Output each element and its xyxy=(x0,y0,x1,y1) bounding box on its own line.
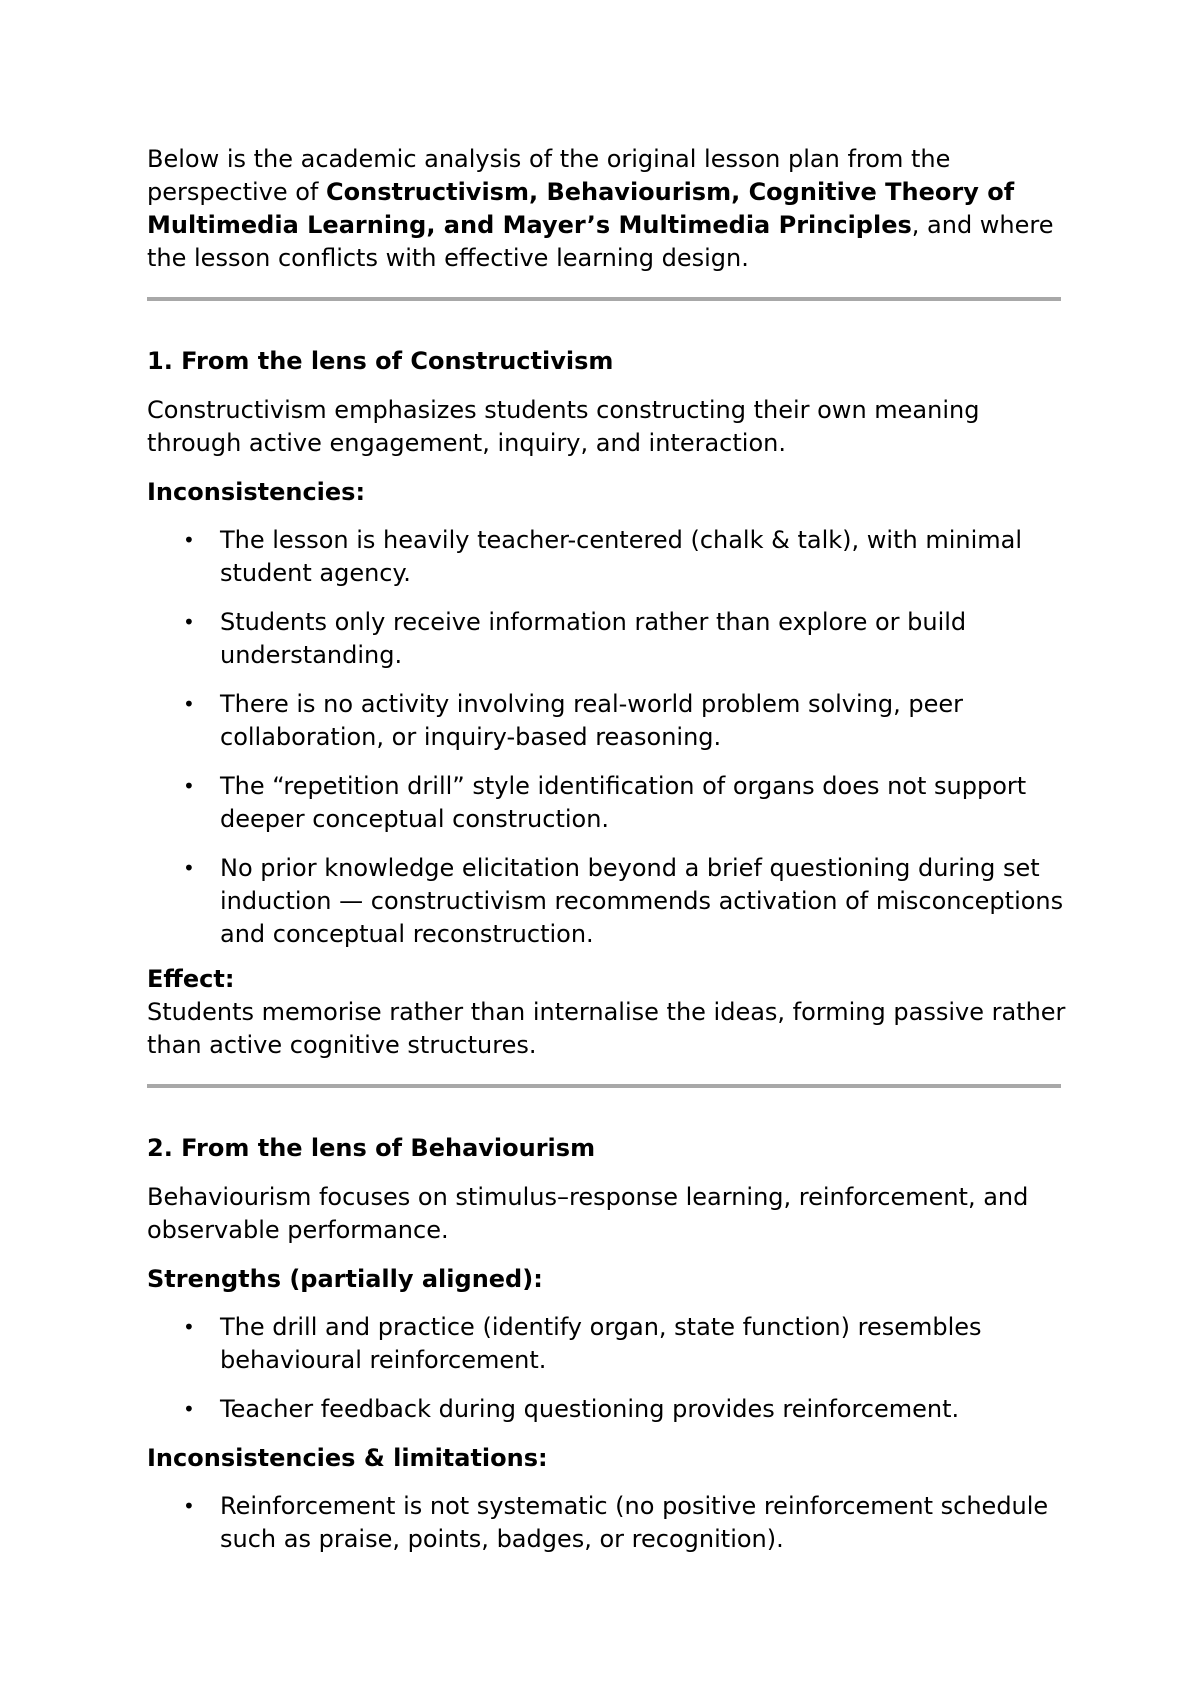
section-divider xyxy=(147,1084,1061,1088)
list-item-text: No prior knowledge elicitation beyond a brief questioning during set induction — constructivism recommends activation of misconceptions and conceptual reconstruction. xyxy=(220,854,1064,948)
list-item-text: Reinforcement is not systematic (no positive reinforcement schedule such as praise, points, badges, or recognition). xyxy=(220,1492,1049,1553)
list-item xyxy=(147,524,1067,590)
bullet-icon: • xyxy=(183,692,195,716)
section2-limitations-label: Inconsistencies & limitations: xyxy=(147,1444,548,1472)
bullet-icon: • xyxy=(183,610,195,634)
section1-effect xyxy=(147,963,1067,1062)
section1-inconsistencies-label: Inconsistencies: xyxy=(147,478,366,506)
section2-strengths-label: Strengths (partially aligned): xyxy=(147,1265,543,1293)
intro-text-before: Below is the academic analysis of the original lesson plan from the perspective of xyxy=(147,145,951,206)
list-item xyxy=(147,1393,1067,1426)
list-item-text: The drill and practice (identify organ, state function) resembles behavioural reinforcement. xyxy=(220,1313,982,1374)
intro-bold-theories: Constructivism, Behaviourism, Cognitive Theory of Multimedia Learning, and Mayer’s Multimedia Principles xyxy=(147,178,1015,239)
list-item xyxy=(147,852,1067,951)
list-item xyxy=(147,688,1067,754)
section1-heading: 1. From the lens of Constructivism xyxy=(147,347,614,375)
bullet-icon: • xyxy=(183,774,195,798)
intro-paragraph xyxy=(147,143,1067,275)
section1-description: Constructivism emphasizes students constructing their own meaning through active engagement, inquiry, and interaction. xyxy=(147,396,980,457)
section2-strengths-list xyxy=(147,1311,1067,1426)
section2-limitations-list xyxy=(147,1490,1067,1556)
list-item-text: There is no activity involving real-world problem solving, peer collaboration, or inquiry-based reasoning. xyxy=(220,690,964,751)
list-item xyxy=(147,770,1067,836)
section1-effect-text: Students memorise rather than internalise the ideas, forming passive rather than active cognitive structures. xyxy=(147,998,1066,1059)
bullet-icon: • xyxy=(183,1494,195,1518)
list-item-text: The “repetition drill” style identification of organs does not support deeper conceptual construction. xyxy=(220,772,1027,833)
document-page xyxy=(147,143,1067,1572)
section2-heading: 2. From the lens of Behaviourism xyxy=(147,1134,596,1162)
bullet-icon: • xyxy=(183,1397,195,1421)
bullet-icon: • xyxy=(183,528,195,552)
section-divider xyxy=(147,297,1061,301)
section1-inconsistencies-list xyxy=(147,524,1067,951)
list-item xyxy=(147,1490,1067,1556)
intro-text-after: , and where the lesson conflicts with effective learning design. xyxy=(147,211,1054,272)
list-item xyxy=(147,1311,1067,1377)
bullet-icon: • xyxy=(183,1315,195,1339)
section2-description: Behaviourism focuses on stimulus–response learning, reinforcement, and observable performance. xyxy=(147,1183,1029,1244)
list-item xyxy=(147,606,1067,672)
list-item-text: Students only receive information rather than explore or build understanding. xyxy=(220,608,967,669)
list-item-text: The lesson is heavily teacher-centered (chalk & talk), with minimal student agency. xyxy=(220,526,1022,587)
section1-effect-label: Effect: xyxy=(147,965,235,993)
bullet-icon: • xyxy=(183,856,195,880)
list-item-text: Teacher feedback during questioning provides reinforcement. xyxy=(220,1395,960,1423)
